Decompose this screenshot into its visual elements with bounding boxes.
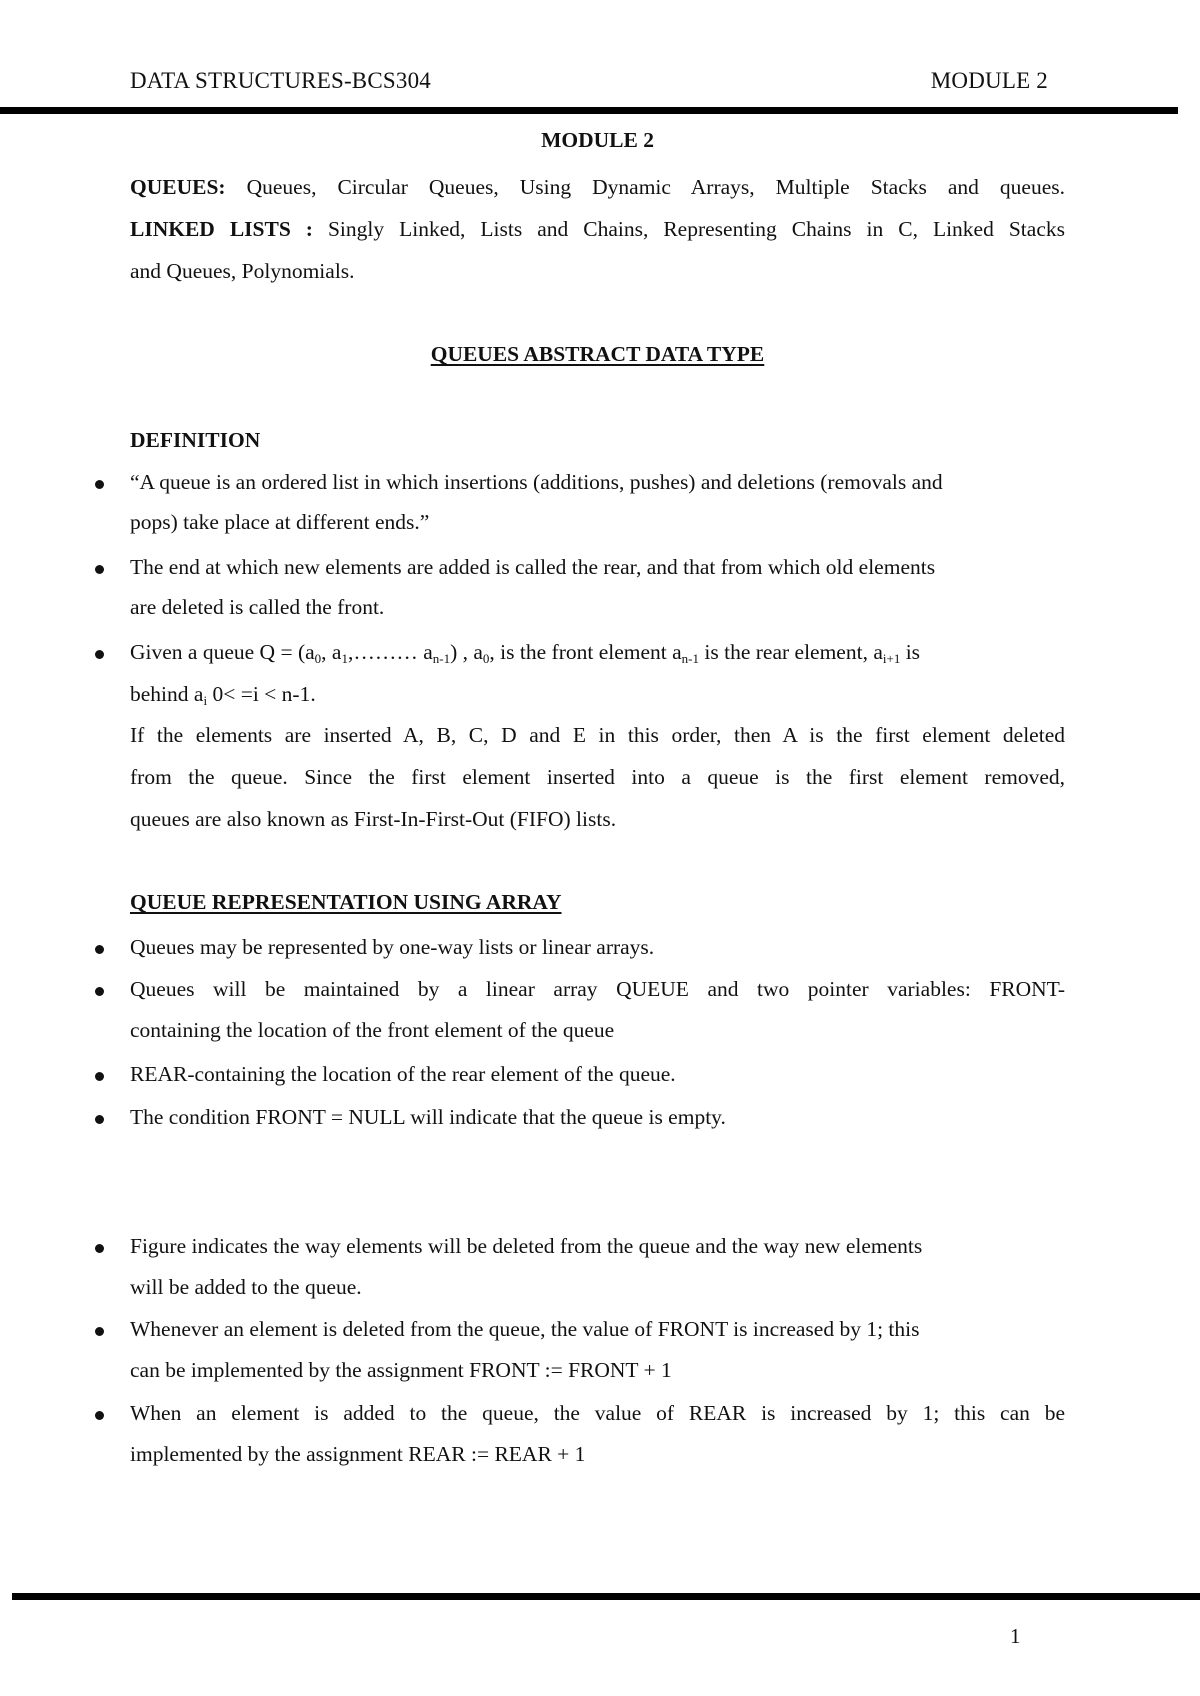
syllabus-queues-label: QUEUES: <box>130 175 226 199</box>
syllabus-linked-lists <box>130 217 1065 242</box>
figure-bullet-3-cont: implemented by the assignment REAR := REAR + 1 <box>130 1442 586 1466</box>
header-rule <box>0 107 1178 114</box>
bullet-icon <box>95 1327 104 1336</box>
bullet-icon <box>95 945 104 954</box>
bullet-icon <box>95 1115 104 1124</box>
array-bullet-2-cont: containing the location of the front element of the queue <box>130 1018 615 1042</box>
definition-bullet-2-cont: are deleted is called the front. <box>130 595 385 619</box>
fifo-paragraph-line-3: queues are also known as First-In-First-Out (FIFO) lists. <box>130 807 617 831</box>
syllabus-queues <box>130 175 1065 200</box>
bullet-icon <box>95 650 104 659</box>
fifo-paragraph-line-2: from the queue. Since the first element inserted into a queue is the first element removed, <box>130 765 1065 789</box>
bullet-icon <box>95 1411 104 1420</box>
array-bullet-2: Queues will be maintained by a linear array QUEUE and two pointer variables: FRONT- <box>130 977 1065 1001</box>
bullet-icon <box>95 480 104 489</box>
syllabus-queues-text: Queues, Circular Queues, Using Dynamic Arrays, Multiple Stacks and queues. <box>225 175 1065 199</box>
definition-heading: DEFINITION <box>130 428 261 452</box>
footer-rule <box>12 1593 1200 1600</box>
section-title-queues-adt: QUEUES ABSTRACT DATA TYPE <box>430 342 765 366</box>
figure-bullet-1-cont: will be added to the queue. <box>130 1275 362 1299</box>
header-course-title: DATA STRUCTURES-BCS304 <box>130 68 431 93</box>
header-module-label: MODULE 2 <box>930 68 1048 93</box>
array-bullet-1: Queues may be represented by one-way lists or linear arrays. <box>130 935 655 959</box>
syllabus-linked-label: LINKED LISTS : <box>130 217 313 241</box>
syllabus-linked-text: Singly Linked, Lists and Chains, Representing Chains in C, Linked Stacks <box>312 217 1065 241</box>
definition-bullet-1: “A queue is an ordered list in which insertions (additions, pushes) and deletions (removals and <box>130 470 943 494</box>
definition-bullet-3: Given a queue $Q = (a_0$, $a_1,\dots\dots\dots$ $a_{n-1}$) , $a_0$, is the front element $a_{n-1}$ is the rear element, $a_{i+1}$ is <box>130 640 921 666</box>
bullet-icon <box>95 565 104 574</box>
array-bullet-4: The condition FRONT = NULL will indicate that the queue is empty. <box>130 1105 726 1129</box>
fifo-paragraph-line-1: If the elements are inserted A, B, C, D and E in this order, then A is the first element deleted <box>130 723 1065 747</box>
definition-bullet-1-cont: pops) take place at different ends.” <box>130 510 430 534</box>
section-title-queue-array: QUEUE REPRESENTATION USING ARRAY <box>130 890 562 914</box>
bullet-icon <box>95 1244 104 1253</box>
syllabus-linked-lists-cont: and Queues, Polynomials. <box>130 259 355 283</box>
figure-bullet-2: Whenever an element is deleted from the queue, the value of FRONT is increased by 1; this <box>130 1317 920 1341</box>
figure-bullet-1: Figure indicates the way elements will be deleted from the queue and the way new elements <box>130 1234 923 1258</box>
module-title: MODULE 2 <box>541 128 654 152</box>
bullet-icon <box>95 1072 104 1081</box>
definition-bullet-3-cont: behind $a_i$ 0< =i < n-1. <box>130 682 316 708</box>
page-number: 1 <box>1010 1624 1021 1648</box>
bullet-icon <box>95 987 104 996</box>
definition-bullet-2: The end at which new elements are added is called the rear, and that from which old elements <box>130 555 936 579</box>
array-bullet-3: REAR-containing the location of the rear element of the queue. <box>130 1062 676 1086</box>
figure-bullet-3: When an element is added to the queue, the value of REAR is increased by 1; this can be <box>130 1401 1065 1425</box>
figure-bullet-2-cont: can be implemented by the assignment FRONT := FRONT + 1 <box>130 1358 672 1382</box>
